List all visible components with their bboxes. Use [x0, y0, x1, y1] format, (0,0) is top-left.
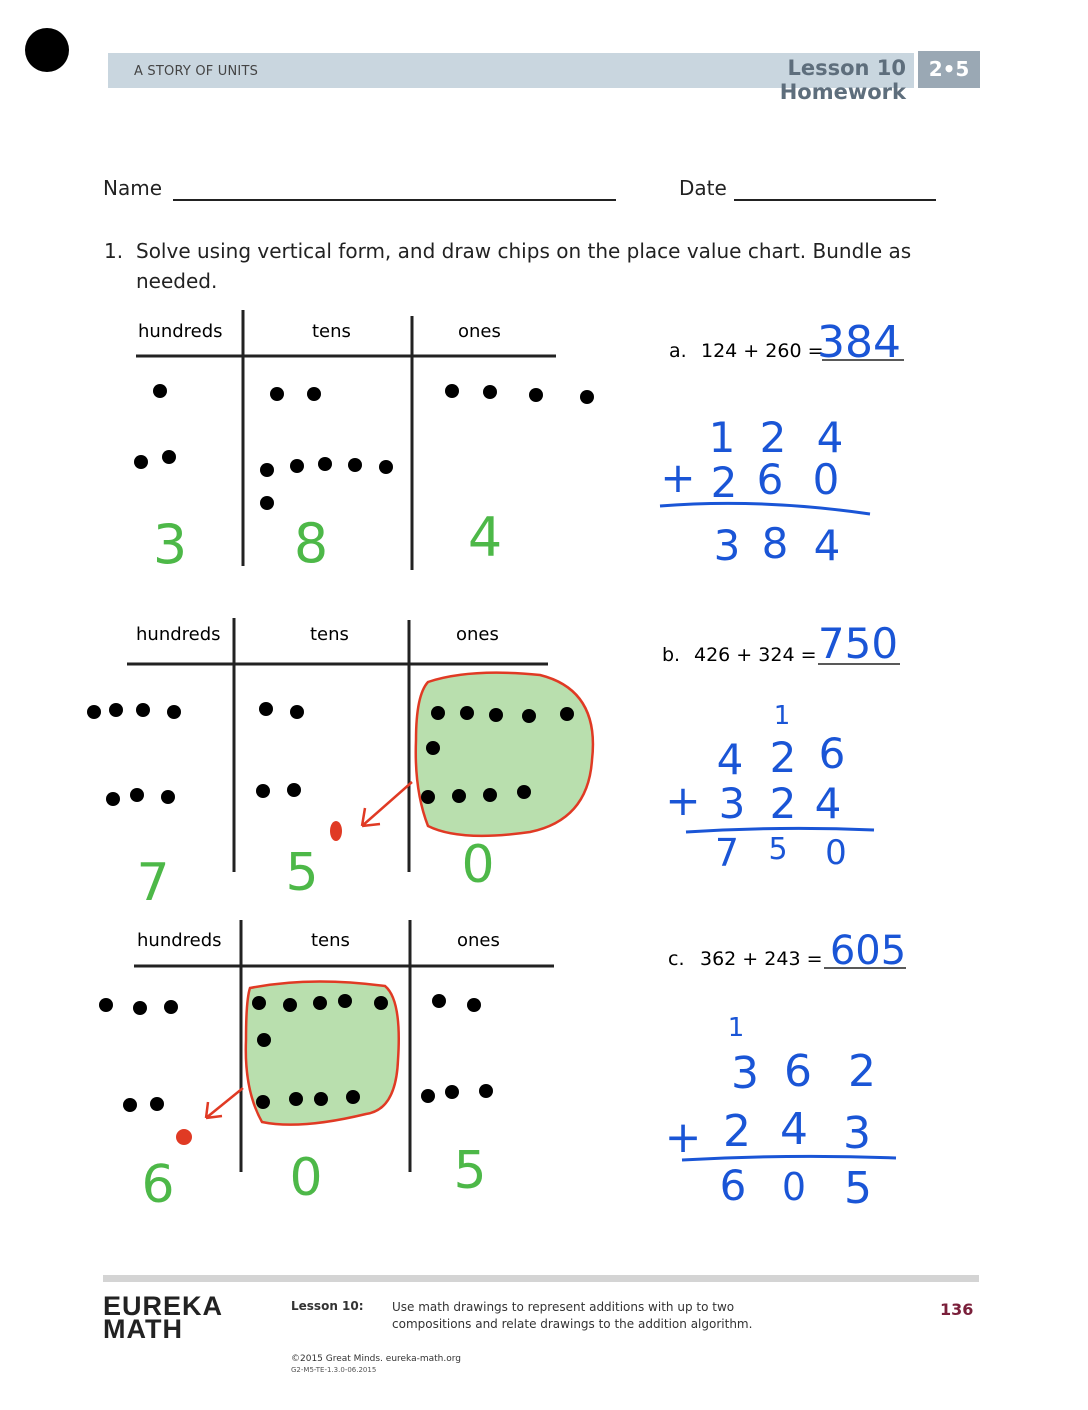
problem-number: 1.	[104, 239, 124, 263]
vertical-form-c	[665, 1013, 876, 1214]
chip	[256, 1095, 270, 1109]
chip	[290, 459, 304, 473]
chip	[348, 458, 362, 472]
chip	[106, 792, 120, 806]
regroup-arrow	[362, 782, 412, 826]
chip	[318, 457, 332, 471]
chip	[164, 1000, 178, 1014]
chip	[483, 385, 497, 399]
part-letter: a.	[669, 340, 687, 362]
chip	[479, 1084, 493, 1098]
sum-digit: 8	[761, 519, 789, 568]
chip	[109, 703, 123, 717]
sum-digit: 5	[844, 1163, 872, 1214]
chip	[252, 996, 266, 1010]
chip	[529, 388, 543, 402]
chip	[421, 790, 435, 804]
bottom-digit: 2	[710, 458, 738, 507]
chip	[460, 706, 474, 720]
digit-hundreds: 6	[141, 1155, 175, 1215]
digit-hundreds: 3	[152, 513, 188, 576]
plus-sign: +	[664, 1112, 702, 1163]
chip	[426, 741, 440, 755]
bottom-digit: 2	[769, 779, 797, 828]
sum-line	[660, 503, 870, 514]
chip	[161, 790, 175, 804]
date-label: Date	[679, 176, 727, 200]
top-digit: 2	[848, 1046, 876, 1097]
chip	[522, 709, 536, 723]
footer-rule	[103, 1275, 979, 1282]
chip	[136, 703, 150, 717]
sum-digit: 3	[713, 521, 741, 570]
chip	[580, 390, 594, 404]
name-label: Name	[103, 176, 163, 200]
bottom-digit: 3	[843, 1108, 871, 1159]
header-ones: ones	[456, 624, 499, 645]
header-ones: ones	[457, 930, 500, 951]
plus-sign: +	[660, 453, 696, 502]
top-digit: 4	[716, 735, 744, 784]
equation-text: 426 + 324 =	[694, 644, 817, 666]
chip	[123, 1098, 137, 1112]
instruction-text: Solve using vertical form, and draw chips on the place value chart. Bundle as needed.	[136, 239, 912, 293]
header-tens: tens	[310, 624, 349, 645]
chip	[445, 1085, 459, 1099]
chip	[259, 702, 273, 716]
chip	[150, 1097, 164, 1111]
header-hundreds: hundreds	[138, 321, 223, 342]
chip	[374, 996, 388, 1010]
chip	[283, 998, 297, 1012]
plus-sign: +	[665, 776, 701, 825]
chip	[260, 496, 274, 510]
vertical-form-a	[660, 413, 843, 570]
top-digit: 4	[816, 413, 844, 462]
chip	[379, 460, 393, 474]
chip	[99, 998, 113, 1012]
equation-text: 124 + 260 =	[701, 340, 824, 362]
place-value-chart-a	[134, 310, 594, 576]
vertical-form-b	[665, 701, 846, 875]
logo-line-1: EUREKA	[103, 1291, 224, 1321]
footer-lesson-label: Lesson 10:	[291, 1299, 364, 1313]
chip	[167, 705, 181, 719]
regrouped-chip	[330, 821, 342, 841]
top-digit: 6	[784, 1046, 812, 1097]
sum-digit: 0	[825, 833, 847, 873]
sum-digit: 7	[714, 831, 740, 875]
place-value-chart-b	[87, 618, 593, 913]
digit-ones: 0	[461, 835, 495, 895]
chip	[432, 994, 446, 1008]
digit-ones: 5	[453, 1141, 487, 1201]
equation-a	[669, 317, 904, 368]
bottom-digit: 4	[780, 1104, 808, 1155]
chip	[431, 706, 445, 720]
bottom-digit: 0	[812, 455, 840, 504]
footer-lesson-description: Use math drawings to represent additions with up to two compositions and relate drawings to the addition algorithm.	[392, 1300, 753, 1331]
chip	[483, 788, 497, 802]
digit-tens: 5	[285, 843, 319, 903]
top-digit: 2	[759, 413, 787, 462]
chip	[133, 1001, 147, 1015]
chip	[313, 996, 327, 1010]
chip	[421, 1089, 435, 1103]
digit-tens: 0	[289, 1148, 323, 1208]
chip	[130, 788, 144, 802]
sum-digit: 6	[719, 1161, 747, 1210]
chip	[314, 1092, 328, 1106]
chip	[517, 785, 531, 799]
sum-digit: 5	[768, 832, 788, 867]
chip	[307, 387, 321, 401]
eureka-math-logo	[103, 1291, 224, 1344]
chip	[452, 789, 466, 803]
answer-handwritten: 750	[817, 619, 899, 668]
digit-tens: 8	[293, 512, 329, 575]
chip	[87, 705, 101, 719]
bottom-digit: 4	[814, 779, 842, 828]
equation-b	[662, 619, 900, 668]
chip	[134, 455, 148, 469]
series-title: A STORY OF UNITS	[134, 64, 259, 79]
copyright: ©2015 Great Minds. eureka-math.org	[291, 1354, 462, 1364]
place-digits	[153, 506, 502, 576]
chip	[162, 450, 176, 464]
sum-line	[682, 1156, 896, 1160]
top-digit: 1	[708, 413, 736, 462]
header-ones: ones	[458, 321, 501, 342]
part-letter: c.	[668, 948, 685, 970]
top-digit: 3	[731, 1048, 759, 1099]
sum-digit: 0	[781, 1165, 807, 1209]
regrouped-chip	[176, 1129, 192, 1145]
header-tens: tens	[311, 930, 350, 951]
top-digit: 6	[818, 729, 846, 778]
chips	[134, 384, 594, 510]
chip	[289, 1092, 303, 1106]
logo-line-2: MATH	[103, 1314, 183, 1344]
place-digits	[136, 835, 494, 913]
carry-digit: 1	[727, 1013, 745, 1043]
chip	[257, 1033, 271, 1047]
place-value-chart-c	[99, 920, 554, 1215]
top-digit: 2	[769, 733, 797, 782]
regroup-arrow	[206, 1088, 243, 1118]
bottom-digit: 3	[718, 779, 746, 828]
chip	[287, 783, 301, 797]
document-code: G2-M5-TE-1.3.0-06.2015	[291, 1366, 377, 1374]
bottom-digit: 6	[756, 455, 784, 504]
page-number: 136	[940, 1300, 974, 1319]
header-hundreds: hundreds	[136, 624, 221, 645]
lesson-title: Lesson 10 Homework	[779, 56, 906, 104]
chip	[338, 994, 352, 1008]
chip	[560, 707, 574, 721]
part-letter: b.	[662, 644, 681, 666]
chip	[346, 1090, 360, 1104]
chip	[290, 705, 304, 719]
chip	[270, 387, 284, 401]
place-digits	[141, 1141, 486, 1215]
carry-digit: 1	[773, 701, 791, 731]
header-hundreds: hundreds	[137, 930, 222, 951]
digit-ones: 4	[467, 506, 503, 569]
grade-module-badge: 2•5	[918, 51, 980, 88]
chip	[489, 708, 503, 722]
chip	[445, 384, 459, 398]
chip	[256, 784, 270, 798]
answer-handwritten: 384	[817, 317, 901, 368]
chip	[260, 463, 274, 477]
bundle-circle	[416, 673, 593, 836]
chip	[467, 998, 481, 1012]
sum-digit: 4	[813, 521, 841, 570]
digit-hundreds: 7	[136, 853, 170, 913]
equation-c	[668, 928, 906, 974]
chip	[153, 384, 167, 398]
answer-handwritten: 605	[829, 928, 907, 974]
bottom-digit: 2	[723, 1106, 751, 1157]
header-tens: tens	[312, 321, 351, 342]
equation-text: 362 + 243 =	[700, 948, 823, 970]
